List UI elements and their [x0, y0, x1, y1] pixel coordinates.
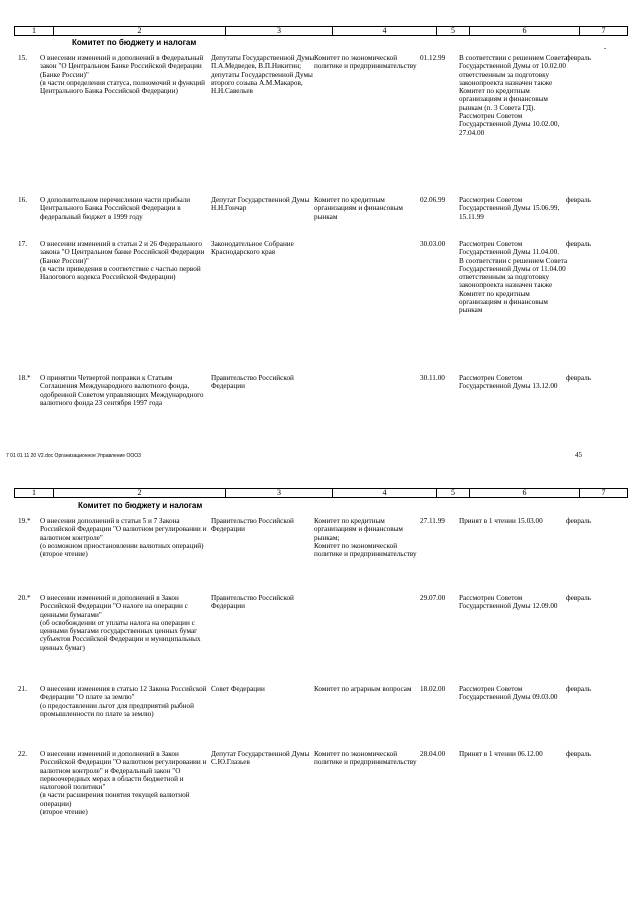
column-header: 7 [579, 489, 627, 497]
column-header: 3 [225, 27, 332, 35]
bill-title: О внесении изменений и дополнений в Федеральный закон "О Центральном Банке Российской Федерации (Банке России)" (в части определения статуса, полномочий и функций Центрального Банка Российской Федерации) [40, 54, 205, 96]
bill-title: О принятии Четвертой поправки к Статьям Соглашения Международного валютного фонда, одобренной Советом управляющих Международного валютного фонда 23 сентября 1997 года [40, 374, 204, 407]
initiator: Правительство Российской Федерации [211, 374, 294, 391]
month: февраль [566, 240, 591, 248]
bill-title: О внесении изменений и дополнений в Закон Российской Федерации "О налоге на операции с ценными бумагами" (об освобождении от уплаты налога на операции с ценными бумагами государственных ценных бумаг субъектов Российской Федерации и муниципальных ценных бумаг) [40, 594, 201, 652]
row-number: 22. [18, 750, 27, 758]
committee: Комитет по аграрным вопросам [314, 685, 412, 693]
section-title: Комитет по бюджету и налогам [78, 501, 203, 510]
status: Рассмотрен Советом Государственной Думы 13.12.00 [459, 374, 558, 391]
date: 28.04.00 [420, 750, 446, 758]
column-header: 2 [53, 489, 225, 497]
row-number: 15. [18, 54, 27, 62]
date: 01.12.99 [420, 54, 446, 62]
committee: Комитет по экономической политике и предпринимательству [314, 54, 417, 71]
date: 27.11.99 [420, 517, 445, 525]
initiator: Правительство Российской Федерации [211, 517, 294, 534]
row-number: 20.* [18, 594, 31, 602]
initiator: Депутат Государственной Думы С.Ю.Глазьев [211, 750, 310, 767]
status: В соответствии с решением Совета Государственной Думы от 10.02.00 ответственным за подготовку законопроекта назначен также Комитет по кредитным организациям и финансовым рынкам (п. 3 Совета ГД). Рассмотрен Советом Государственной Думы 10.02.00, 27.04.00 [459, 54, 568, 137]
column-header-row [14, 26, 628, 36]
month: февраль [566, 374, 591, 382]
page-number: 45 [575, 451, 582, 459]
bill-title: О внесении изменений в статьи 2 и 26 Федерального закона "О Центральном банке Российской Федерации (Банке России)" (в части приведения в соответствие с частью первой Налогового кодекса Российской Федерации) [40, 240, 205, 282]
margin-mark: - [604, 44, 607, 52]
month: февраль [566, 750, 591, 758]
column-header: 7 [579, 27, 627, 35]
initiator: Депутаты Государственной Думы П.А.Медведев, В.П.Никитин; депутаты Государственной Думы второго созыва А.М.Макаров, Н.Н.Савельев [211, 54, 315, 96]
bill-title: О внесении изменения в статью 12 Закона Российской Федерации "О плате за землю" (о предоставлении льгот для предприятий рыбной промышленности по плате за землю) [40, 685, 207, 718]
date: 18.02.00 [420, 685, 446, 693]
bill-title: О внесении изменений и дополнений в Закон Российской Федерации "О валютном регулировании и валютном контроле" и Федеральный закон "О первоочередных мерах в области бюджетной и налоговой политики" (в части расширения понятия текущей валютной операции) (второе чтение) [40, 750, 207, 817]
column-header: 5 [436, 27, 469, 35]
row-number: 18.* [18, 374, 31, 382]
initiator: Законодательное Собрание Краснодарского края [211, 240, 294, 257]
committee: Комитет по кредитным организациям и финансовым рынкам; Комитет по экономической политике и предпринимательству [314, 517, 417, 559]
column-header: 6 [469, 489, 579, 497]
initiator: Правительство Российской Федерации [211, 594, 294, 611]
status: Рассмотрен Советом Государственной Думы 15.06.99, 15.11.99 [459, 196, 560, 221]
date: 29.07.00 [420, 594, 446, 602]
month: февраль [566, 685, 591, 693]
section-title: Комитет по бюджету и налогам [72, 38, 197, 47]
row-number: 21. [18, 685, 27, 693]
column-header-row [14, 488, 628, 498]
row-number: 19.* [18, 517, 31, 525]
bill-title: О дополнительном перечислении части прибыли Центрального Банка Российской Федерации в федеральный бюджет в 1999 году [40, 196, 191, 221]
month: февраль [566, 54, 591, 62]
status: Рассмотрен Советом Государственной Думы 12.09.00 [459, 594, 558, 611]
committee: Комитет по экономической политике и предпринимательству [314, 750, 417, 767]
date: 30.03.00 [420, 240, 446, 248]
document-footer: 7 01 01 11 20 V2.doc Организационное Управление ООО3 [6, 453, 141, 459]
bill-title: О внесении дополнений в статьи 5 и 7 Закона Российской Федерации "О валютном регулировании и валютном контроле" (о возможном приостановлении валютных операций) (второе чтение) [40, 517, 207, 559]
status: Рассмотрен Советом Государственной Думы 09.03.00 [459, 685, 558, 702]
date: 30.11.00 [420, 374, 445, 382]
committee: Комитет по кредитным организациям и финансовым рынкам [314, 196, 403, 221]
column-header: 6 [469, 27, 579, 35]
row-number: 17. [18, 240, 27, 248]
column-header: 3 [225, 489, 332, 497]
initiator: Совет Федерации [211, 685, 265, 693]
initiator: Депутат Государственной Думы Н.Н.Гончар [211, 196, 310, 213]
month: февраль [566, 196, 591, 204]
date: 02.06.99 [420, 196, 446, 204]
status: Рассмотрен Советом Государственной Думы 11.04.00. В соответствии с решением Совета Государственной Думы от 11.04.00 ответственным за подготовку законопроекта назначен также Комитет по кредитным организациям и финансовым рынкам [459, 240, 568, 315]
month: февраль [566, 594, 591, 602]
month: февраль [566, 517, 591, 525]
column-header: 2 [53, 27, 225, 35]
column-header: 4 [332, 27, 436, 35]
column-header: 1 [32, 488, 36, 497]
row-number: 16. [18, 196, 27, 204]
column-header: 4 [332, 489, 436, 497]
column-header: 5 [436, 489, 469, 497]
column-header: 1 [32, 26, 36, 35]
status: Принят в 1 чтении 06.12.00 [459, 750, 543, 758]
status: Принят в 1 чтении 15.03.00 [459, 517, 543, 525]
